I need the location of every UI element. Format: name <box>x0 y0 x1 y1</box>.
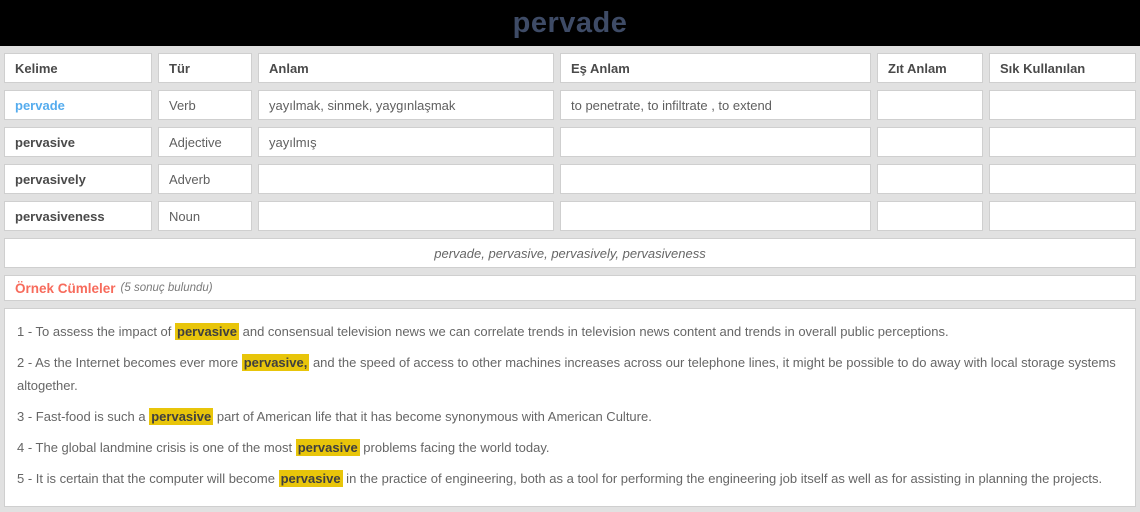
column-header-sik-kullanilan: Sık Kullanılan <box>989 53 1136 83</box>
table-cell-word <box>4 90 152 120</box>
table-cell-meaning: yayılmak, sinmek, yaygınlaşmak <box>258 90 554 120</box>
word-label-pervasiveness: pervasiveness <box>15 208 105 224</box>
highlight-pervasive: pervasive <box>297 440 358 455</box>
top-band <box>0 0 1140 46</box>
word-label-pervasive: pervasive <box>15 134 75 150</box>
table-cell-type: Noun <box>158 201 252 231</box>
highlight-pervasive: pervasive <box>280 471 341 486</box>
table-cell-type: Verb <box>158 90 252 120</box>
table-cell-meaning <box>258 201 554 231</box>
table-cell-type: Adverb <box>158 164 252 194</box>
word-link-pervade[interactable]: pervade <box>15 97 65 113</box>
examples-count-note: (5 sonuç bulundu) <box>120 282 213 294</box>
table-cell-word <box>4 201 152 231</box>
table-cell-synonym <box>560 127 871 157</box>
table-cell-synonym: to penetrate, to infiltrate , to extend <box>560 90 871 120</box>
example-sentence: 2 - As the Internet becomes ever more pervasive, and the speed of access to other machines increases across our telephone lines, it might be possible to do away with local storage systems altogether. <box>17 355 1116 393</box>
table-cell-frequent <box>989 201 1136 231</box>
page-title: pervade <box>512 6 628 39</box>
table-cell-word <box>4 164 152 194</box>
column-header-es-anlam: Eş Anlam <box>560 53 871 83</box>
column-header-zit-anlam: Zıt Anlam <box>877 53 983 83</box>
highlight-pervasive: pervasive <box>151 409 212 424</box>
example-sentences-box <box>4 308 1136 507</box>
example-sentence: 4 - The global landmine crisis is one of the most pervasive problems facing the world today. <box>17 440 550 455</box>
table-cell-synonym <box>560 164 871 194</box>
table-cell-meaning: yayılmış <box>258 127 554 157</box>
highlight-pervasive: pervasive, <box>243 355 308 370</box>
examples-header <box>4 275 1136 301</box>
table-cell-antonym <box>877 127 983 157</box>
example-sentence: 3 - Fast-food is such a pervasive part of American life that it has become synonymous with American Culture. <box>17 409 652 424</box>
table-cell-word <box>4 127 152 157</box>
table-cell-antonym <box>877 201 983 231</box>
column-header-tur: Tür <box>158 53 252 83</box>
word-label-pervasively: pervasively <box>15 171 86 187</box>
word-forms-summary: pervade, pervasive, pervasively, pervasiveness <box>4 238 1136 268</box>
table-cell-frequent <box>989 164 1136 194</box>
table-cell-synonym <box>560 201 871 231</box>
column-header-kelime: Kelime <box>4 53 152 83</box>
table-cell-antonym <box>877 90 983 120</box>
table-cell-frequent <box>989 127 1136 157</box>
table-cell-frequent <box>989 90 1136 120</box>
examples-heading: Örnek Cümleler <box>15 280 116 296</box>
dictionary-table <box>0 46 1140 512</box>
column-header-anlam: Anlam <box>258 53 554 83</box>
example-sentence: 1 - To assess the impact of pervasive and consensual television news we can correlate trends in television news content and trends in overall public perceptions. <box>17 324 949 339</box>
highlight-pervasive: pervasive <box>177 324 237 339</box>
table-cell-antonym <box>877 164 983 194</box>
table-cell-type: Adjective <box>158 127 252 157</box>
example-sentence: 5 - It is certain that the computer will become pervasive in the practice of engineering, both as a tool for performing the engineering job itself as well as for assisting in planning the projects. <box>17 471 1103 486</box>
table-cell-meaning <box>258 164 554 194</box>
